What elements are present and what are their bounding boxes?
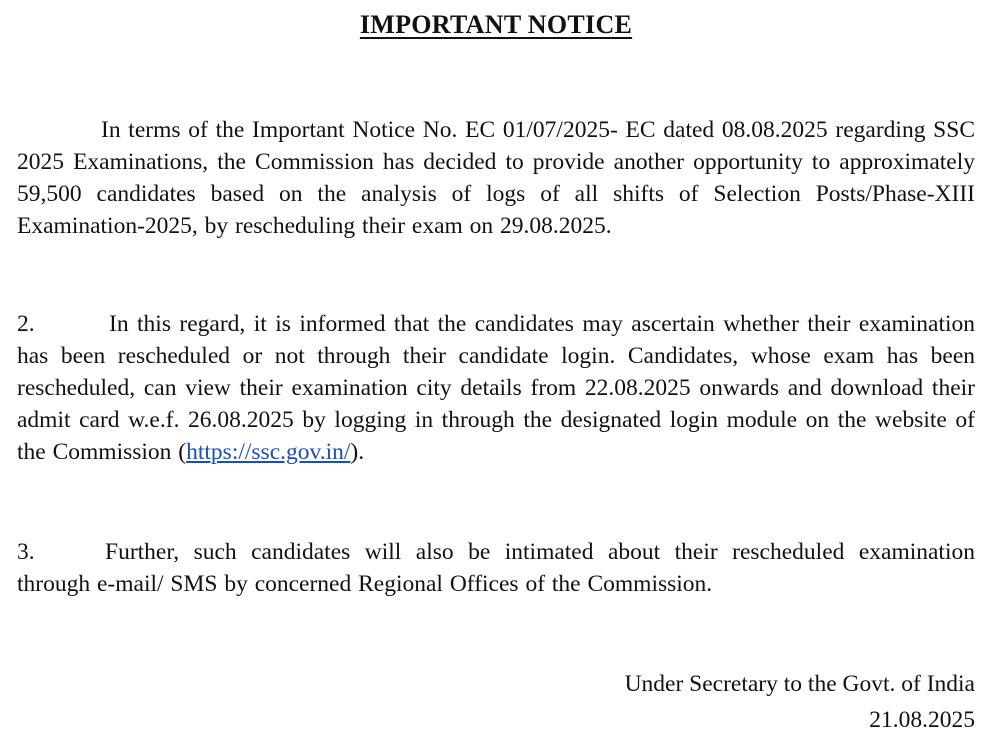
paragraph-2-number: 2. xyxy=(17,311,35,337)
paragraph-3-number: 3. xyxy=(17,539,35,565)
paragraph-3-text: Further, such candidates will also be intimated about their rescheduled examination through e-mail/ SMS by concerned Regional Offices of the Commission. xyxy=(17,539,975,597)
notice-title xyxy=(17,10,975,40)
notice-page xyxy=(17,0,975,742)
paragraph-3 xyxy=(17,536,975,600)
signature-date: 21.08.2025 xyxy=(869,707,975,733)
paragraph-2-text: In this regard, it is informed that the candidates may ascertain whether their examination has been rescheduled or not through their candidate login. Candidates, whose exam has been rescheduled, can view their examination city details from 22.08.2025 onwards and download their admit card w.e.f. 26.08.2025 by logging in through the designated login module on the website of the Commission xyxy=(17,311,975,465)
ssc-website-link[interactable]: https://ssc.gov.in/ xyxy=(186,439,351,465)
notice-title-text: IMPORTANT NOTICE xyxy=(359,10,633,39)
signature-designation: Under Secretary to the Govt. of India xyxy=(624,671,975,697)
paragraph-2-close: ). xyxy=(350,439,365,465)
paragraph-2 xyxy=(17,308,975,468)
paragraph-2-open-paren: ( xyxy=(178,439,187,465)
paragraph-1: In terms of the Important Notice No. EC 01/07/2025- EC dated 08.08.2025 regarding SSC 2025 Examinations, the Commission has decided to provide another opportunity to approximately 59,500 candidates based on the analysis of logs of all shifts of Selection Posts/Phase-XIII Examination-2025, by rescheduling their exam on 29.08.2025. xyxy=(17,117,975,239)
